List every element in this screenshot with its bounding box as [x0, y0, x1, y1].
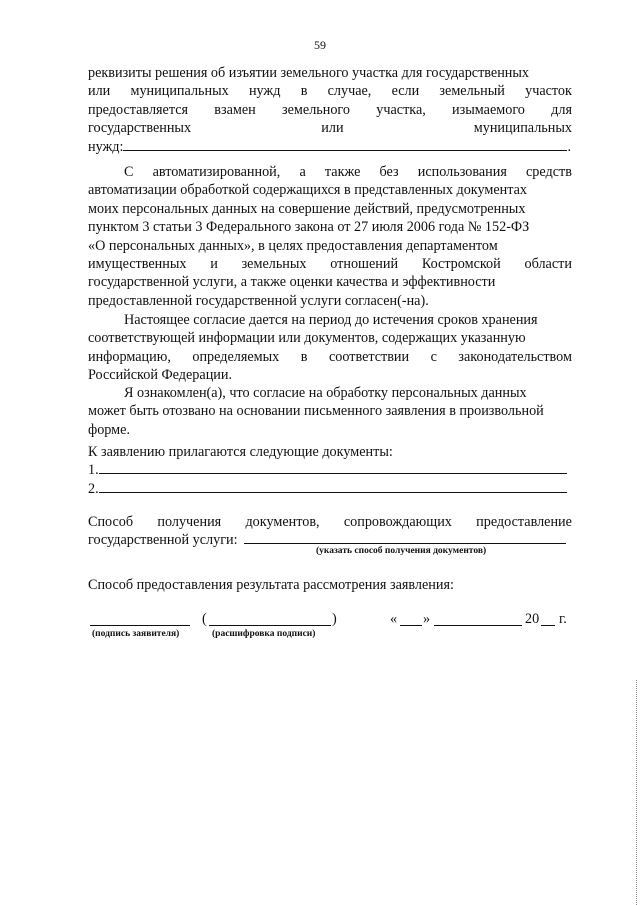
text-line: имущественных и земельных отношений Костромской области: [88, 255, 572, 272]
attached-documents-heading: К заявлению прилагаются следующие документы:: [88, 444, 393, 460]
needs-field-line: нужд: .: [88, 138, 572, 155]
text-line: Настоящее согласие дается на период до истечения сроков хранения: [124, 312, 538, 328]
result-method-heading: Способ предоставления результата рассмотрения заявления:: [88, 577, 454, 593]
signature-decode-hint: (расшифровка подписи): [212, 629, 316, 639]
signature-line[interactable]: [90, 613, 190, 626]
receipt-method-section: [88, 513, 572, 550]
scan-edge-artifact: [636, 680, 640, 905]
result-method-section: [88, 576, 572, 594]
text-line: предоставленной государственной услуги согласен(-на).: [88, 292, 429, 309]
text-line: предоставляется взамен земельного участка, изымаемого для: [88, 101, 572, 118]
text-line: моих персональных данных на совершение действий, предусмотренных: [88, 200, 526, 217]
text-line: «О персональных данных», в целях предоставления департаментом: [88, 237, 498, 254]
date-day-line[interactable]: [400, 613, 422, 626]
page-number: 59: [314, 38, 326, 52]
document-item-2-line[interactable]: [99, 480, 567, 493]
text-line: государственной услуги, а также оценки качества и эффективности: [88, 274, 496, 291]
signature-hint: (подпись заявителя): [92, 629, 180, 639]
text-line: соответствующей информации или документов, содержащих указанную: [88, 330, 526, 347]
text-line: информацию, определяемых в соответствии с законодательством: [88, 348, 572, 365]
signature-row: ( ) « » 20 г.: [88, 610, 572, 628]
paragraph-revocation: [88, 384, 572, 439]
date-year-line[interactable]: [541, 613, 555, 626]
text-line: форме.: [88, 421, 130, 438]
text-line: Я ознакомлен(а), что согласие на обработку персональных данных: [124, 385, 527, 401]
paragraph-seizure-details: [88, 64, 572, 156]
paragraph-consent: [88, 163, 572, 310]
text-line: Российской Федерации.: [88, 367, 233, 384]
text-line: пунктом 3 статьи 3 Федерального закона от 27 июля 2006 года № 152-ФЗ: [88, 219, 530, 236]
signature-decode-line[interactable]: [209, 613, 331, 626]
date-month-line[interactable]: [434, 613, 522, 626]
text-line: может быть отозвано на основании письменного заявления в произвольной: [88, 403, 544, 420]
paragraph-consent-period: [88, 311, 572, 385]
needs-input-line[interactable]: [123, 138, 567, 151]
text-line: автоматизации обработкой содержащихся в представленных документах: [88, 182, 528, 199]
text-line: государственных или муниципальных: [88, 120, 572, 137]
attached-documents-section: [88, 443, 572, 498]
receipt-method-input-line[interactable]: [244, 531, 566, 544]
document-item-1: 1.: [88, 461, 572, 479]
text-line: С автоматизированной, а также без использования средств: [124, 164, 572, 180]
text-line: реквизиты решения об изъятии земельного участка для государственных: [88, 65, 530, 81]
document-item-1-line[interactable]: [99, 461, 567, 474]
text-line: или муниципальных нужд в случае, если земельный участок: [88, 83, 572, 100]
receipt-method-field: государственной услуги:: [88, 531, 572, 549]
receipt-method-hint: (указать способ получения документов): [316, 546, 487, 556]
document-item-2: 2.: [88, 480, 572, 498]
text-line: Способ получения документов, сопровождающих предоставление: [88, 514, 572, 530]
